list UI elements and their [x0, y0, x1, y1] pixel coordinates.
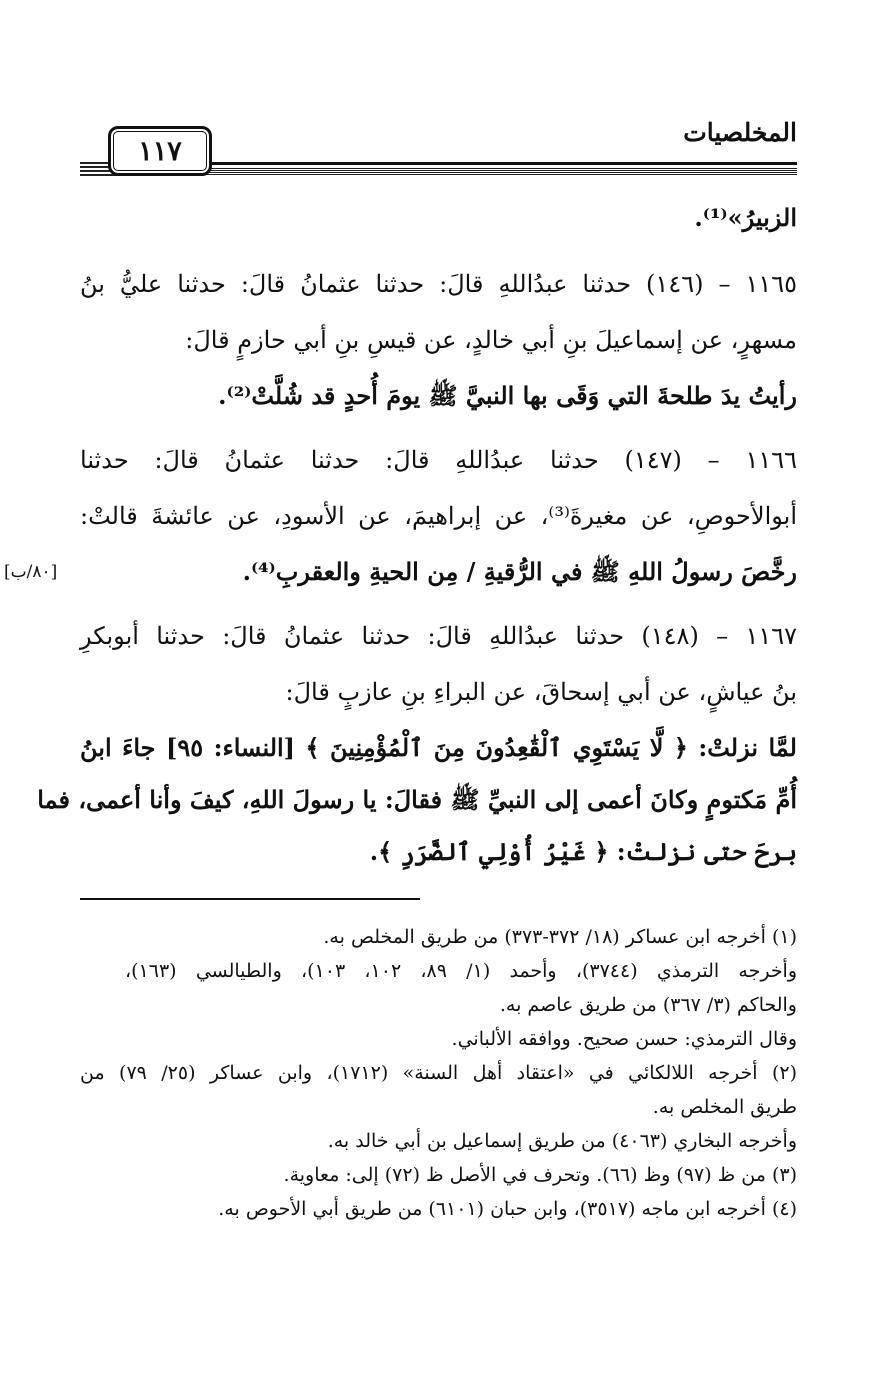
footnote-line: (٣) من ظ (٩٧) وظ (٦٦). وتحرف في الأصل ظ (٧٢) إلى: معاوية. [283, 1164, 797, 1186]
body-line: ١١٦٦ – (١٤٧) حدثنا عبدُاللهِ قالَ: حدثنا عثمانُ قالَ: حدثنا [80, 446, 797, 474]
page-number-box [108, 126, 212, 176]
header-rule [200, 162, 797, 165]
body-line: بنُ عياشٍ، عن أبي إسحاقَ، عن البراءِ بنِ عازبٍ قالَ: [285, 678, 797, 706]
body-line: أُمِّ مَكتومٍ وكانَ أعمى إلى النبيِّ ﷺ فقالَ: يا رسولَ اللهِ، كيفَ وأنا أعمى، فما [37, 785, 797, 814]
body-line: ١١٦٥ – (١٤٦) حدثنا عبدُاللهِ قالَ: حدثنا عثمانُ قالَ: حدثنا عليُّ بنُ [80, 270, 797, 298]
body-line: مسهرٍ، عن إسماعيلَ بنِ أبي خالدٍ، عن قيسِ بنِ أبي حازمٍ قالَ: [185, 326, 797, 354]
footnote-line: (٤) أخرجه ابن ماجه (٣٥١٧)، وابن حبان (٦١٠١) من طريق أبي الأحوص به. [218, 1198, 797, 1220]
body-line: برحَ حتى نزلتْ: ﴿ غَيْرُ أُوْلِي ٱلضَّرَرِ ﴾. [369, 837, 797, 866]
footnote-line: (٢) أخرجه اللالكائي في «اعتقاد أهل السنة» (١٧١٢)، وابن عساكر (٢٥/ ٧٩) من [80, 1062, 798, 1084]
margin-folio-note: [٨٠/ب] [4, 562, 58, 582]
footnote-line: (١) أخرجه ابن عساكر (١٨/ ٣٧٢-٣٧٣) من طريق المخلص به. [323, 926, 797, 948]
page-header [80, 118, 797, 178]
body-line: ١١٦٧ – (١٤٨) حدثنا عبدُاللهِ قالَ: حدثنا عثمانُ قالَ: حدثنا أبوبكرِ [80, 622, 797, 650]
header-rule-hatched [200, 168, 797, 176]
footnote-line: وقال الترمذي: حسن صحيح. ووافقه الألباني. [451, 1028, 797, 1050]
footnote-line: طريق المخلص به. [652, 1096, 797, 1118]
body-line: رخَّصَ رسولُ اللهِ ﷺ في الرُّقيةِ / مِن الحيةِ والعقربِ⁽⁴⁾. [242, 557, 797, 586]
footnote-line: وأخرجه البخاري (٤٠٦٣) من طريق إسماعيل بن أبي خالد به. [327, 1130, 797, 1152]
body-line: أبوالأحوصِ، عن مغيرةَ⁽³⁾، عن إبراهيمَ، عن الأسودِ، عن عائشةَ قالتْ: [80, 502, 797, 530]
body-line: لمَّا نزلتْ: ﴿ لَّا يَسْتَوِي ٱلْقَٰعِدُونَ مِنَ ٱلْمُؤْمِنِينَ ﴾ [النساء: ٩٥] جاءَ ابنُ [80, 733, 797, 762]
footnote-line: والحاكم (٣/ ٣٦٧) من طريق عاصم به. [499, 994, 797, 1016]
body-line: الزبيرُ»⁽¹⁾. [694, 203, 797, 232]
footnote-line: وأخرجه الترمذي (٣٧٤٤)، وأحمد (١/ ٨٩، ١٠٢، ١٠٣)، والطيالسي (١٦٣)، [125, 960, 798, 982]
running-title: المخلصيات [683, 118, 797, 147]
body-line: رأيتُ يدَ طلحةَ التي وَقَى بها النبيَّ ﷺ يومَ أُحدٍ قد شُلَّتْ⁽²⁾. [218, 381, 797, 410]
footnote-separator [80, 898, 420, 900]
page-number: ١١٧ [138, 135, 182, 167]
